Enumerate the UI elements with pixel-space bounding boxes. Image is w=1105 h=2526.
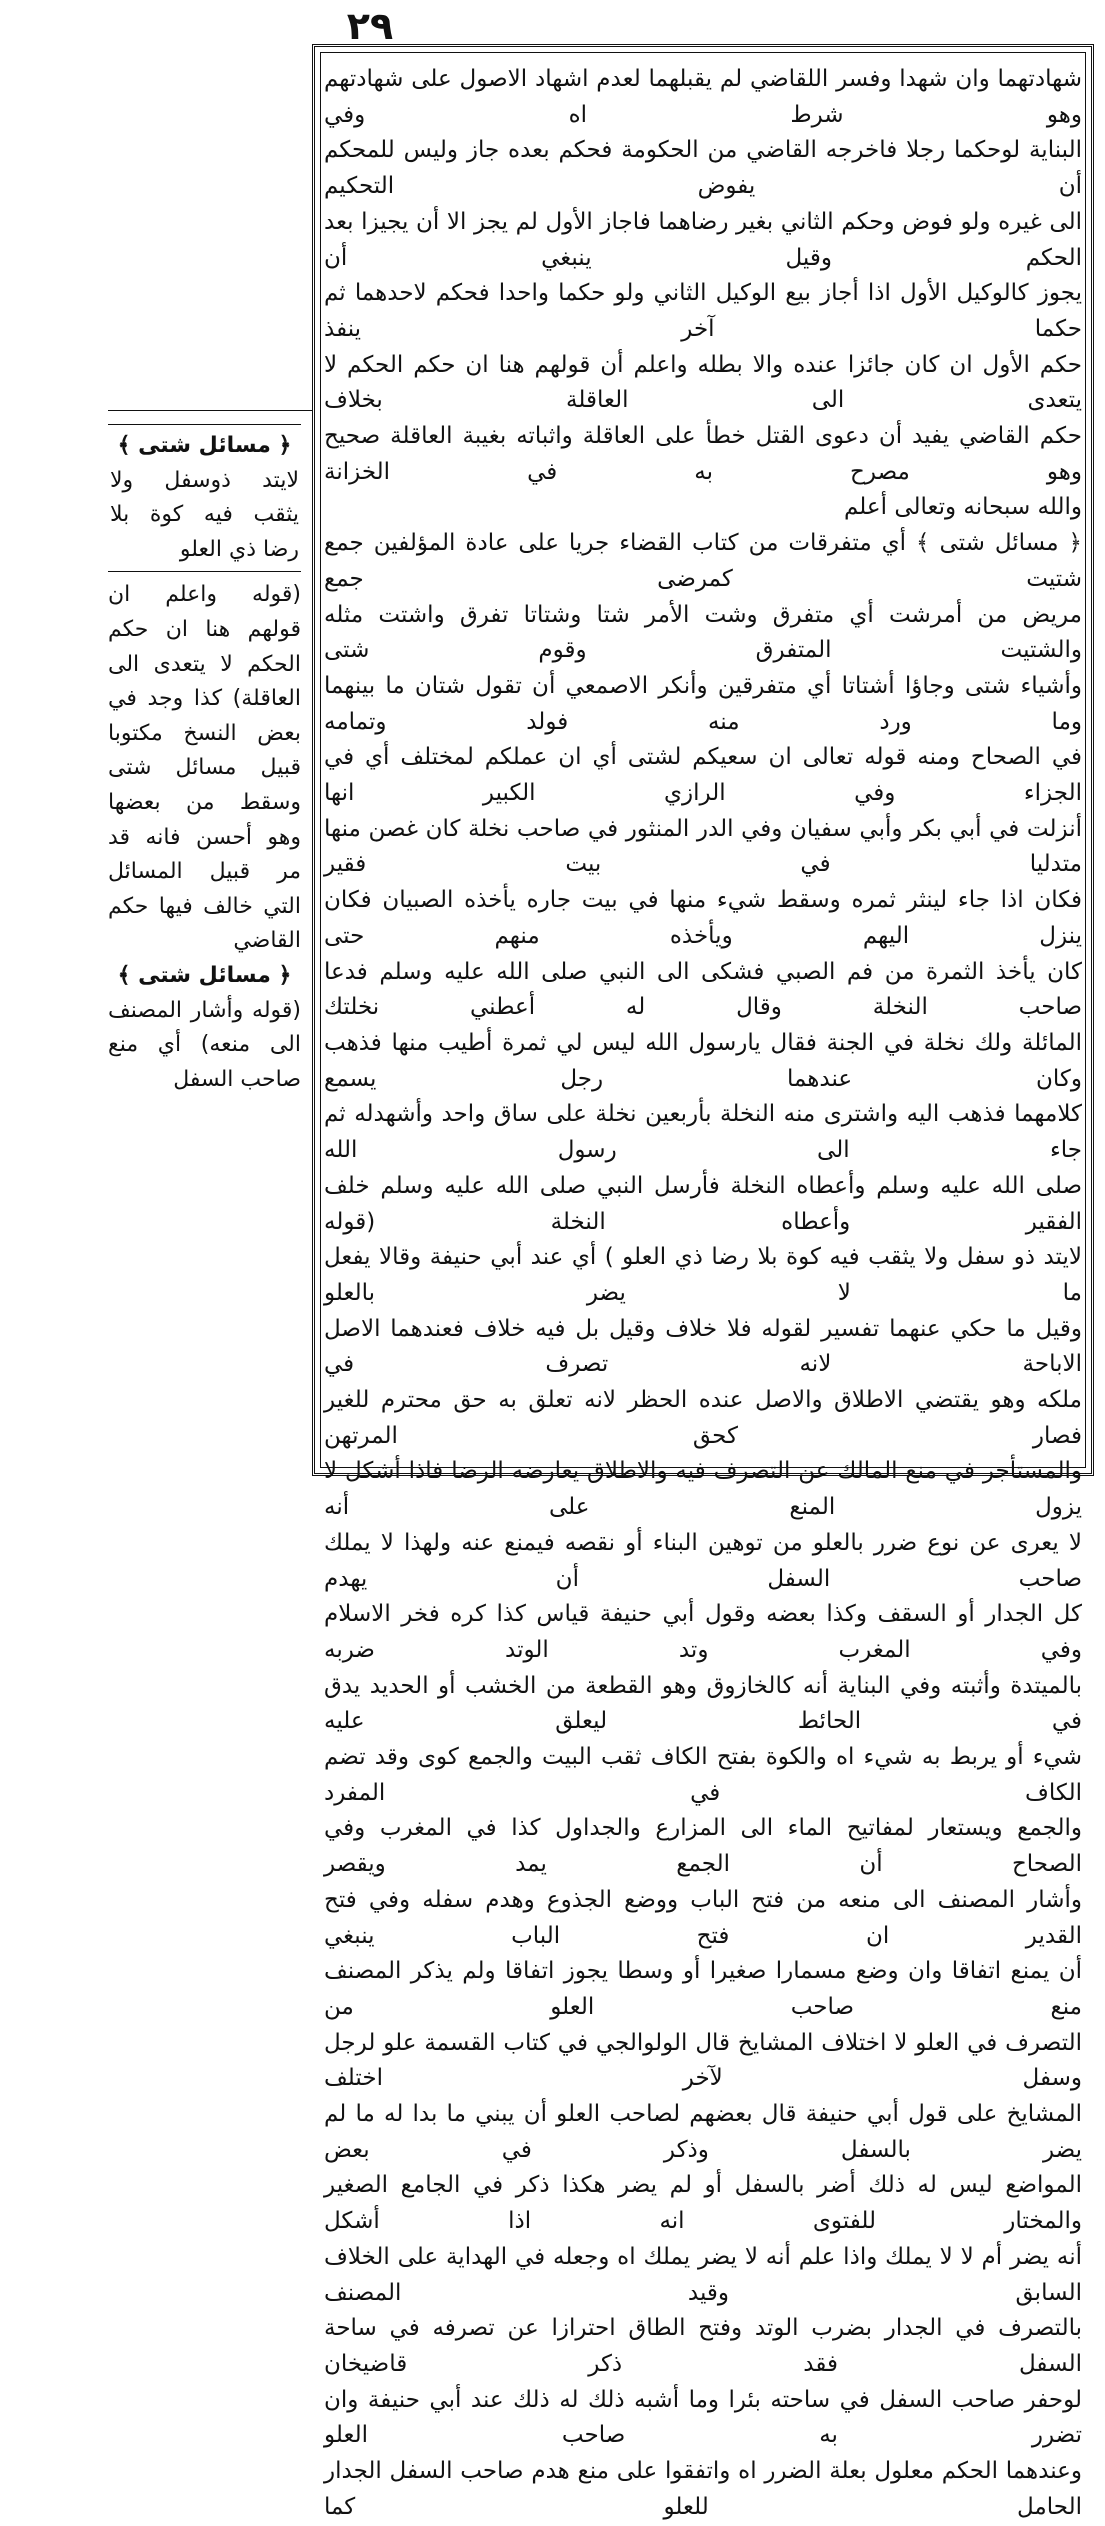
side-note: (قوله وأشار المصنف الى منعه) أي منع صاحب السفل — [108, 997, 301, 1092]
main-line: مريض من أمرشت أي متفرق وشت الأمر شتا وشتاتا تفرق واشتت مثله والشتيت المتفرق وقوم شتى — [324, 601, 1082, 664]
main-line: كان يأخذ الثمرة من فم الصبي فشكى الى النبي صلى الله عليه وسلم فدعا صاحب النخلة وقال له أعطني نخلتك — [324, 958, 1082, 1021]
main-line: والجمع ويستعار لمفاتيح الماء الى المزارع والجداول كذا في المغرب وفي الصحاح أن الجمع يمد ويقصر — [324, 1815, 1082, 1878]
main-line: لوحفر صاحب السفل في ساحته بئرا وما أشبه ذلك له ذلك عند أبي حنيفة وان تضرر به صاحب العلو — [324, 2386, 1082, 2449]
main-line: لايتد ذو سفل ولا يثقب فيه كوة بلا رضا ذي العلو ) أي عند أبي حنيفة وقالا يفعل ما لا يضر بالعلو — [324, 1244, 1082, 1306]
main-line: لا يعرى عن نوع ضرر بالعلو من توهين البناء أو نقصه فيمنع عنه ولهذا لا يملك صاحب السفل أن يهدم — [324, 1529, 1082, 1592]
page-number: ٢٩ — [346, 4, 394, 48]
main-text-body — [320, 62, 1086, 2520]
main-line: أن يمنع اتفاقا وان وضع مسمارا صغيرا أو وسطا يجوز اتفاقا ولم يذكر المصنف منع صاحب العلو من — [324, 1958, 1082, 2020]
main-line: وأشياء شتى وجاؤا أشتاتا أي متفرقين وأنكر الاصمعي أن تقول شتان ما بينهما وما ورد منه فولد وتمامه — [324, 672, 1082, 735]
main-line-section-heading: ﴿ مسائل شتى ﴾ أي متفرقات من كتاب القضاء جريا على عادة المؤلفين جمع شتيت كمرضى جمع — [324, 530, 1082, 592]
side-note: (قوله واعلم ان قولهم هنا ان حكم الحكم لا يتعدى الى العاقلة) كذا وجد في بعض النسخ مكتوبا قبيل مسائل شتى وسقط من بعضها وهو أحسن فانه قد مر قبيل المسائل التي خالف فيها حكم القاضي — [108, 582, 301, 954]
side-note: لايتد ذوسفل ولا يثقب فيه كوة بلا رضا ذي العلو — [110, 467, 299, 562]
main-line: شيء أو يربط به شيء اه والكوة بفتح الكاف ثقب البيت والجمع كوى وقد تضم الكاف في المفرد — [324, 1744, 1082, 1806]
main-line: وعندهما الحكم معلول بعلة الضرر اه واتفقوا على منع هدم صاحب السفل الجدار الحامل للعلو كما — [324, 2458, 1082, 2520]
main-line: المائلة ولك نخلة في الجنة فقال يارسول الله ليس لي ثمرة أطيب منها فذهب وكان عندهما رجل يسمع — [324, 1029, 1082, 1092]
side-heading: ﴿ مسائل شتى ﴾ — [117, 962, 292, 988]
main-line: صلى الله عليه وسلم وأعطاه النخلة فأرسل النبي صلى الله عليه وسلم خلف الفقير وأعطاه النخلة (قوله — [324, 1172, 1082, 1235]
main-line: بالتصرف في الجدار بضرب الوتد وفتح الطاق احترازا عن تصرفه في ساحة السفل فقد ذكر قاضيخان — [324, 2315, 1082, 2377]
side-column-top-rule — [108, 410, 312, 411]
main-line: ملكه وهو يقتضي الاطلاق والاصل عنده الحظر لانه تعلق به حق محترم للغير فصار كحق المرتهن — [324, 1387, 1082, 1449]
main-line: أنه يضر أم لا لا يملك واذا علم أنه لا يضر يملك اه وجعله في الهداية على الخلاف السابق وقيد المصنف — [324, 2243, 1082, 2306]
main-line: المشايخ على قول أبي حنيفة قال بعضهم لصاحب العلو أن يبني ما بدا له ما لم يضر بالسفل وذكر في بعض — [324, 2101, 1082, 2163]
main-line: المواضع ليس له ذلك أضر بالسفل أو لم يضر هكذا ذكر في الجامع الصغير والمختار للفتوى انه اذا أشكل — [324, 2172, 1082, 2235]
main-line: في الصحاح ومنه قوله تعالى ان سعيكم لشتى أي ان عملكم لمختلف أي في الجزاء وفي الرازي الكبير انها — [324, 744, 1082, 807]
main-line: والمستأجر في منع المالك عن التصرف فيه والاطلاق يعارضه الرضا فاذا أشكل لا يزول المنع على أنه — [324, 1458, 1082, 1521]
main-line: بالميتدة وأثبته وفي البناية أنه كالخازوق وهو القطعة من الخشب أو الحديد يدق في الحائط ليعلق عليه — [324, 1672, 1082, 1735]
main-line: وأشار المصنف الى منعه من فتح الباب ووضع الجذوع وهدم سفله وفي فتح القدير ان فتح الباب ينبغي — [324, 1886, 1082, 1949]
main-line: كل الجدار أو السقف وكذا بعضه وقول أبي حنيفة قياس كذا كره فخر الاسلام وفي المغرب وتد الوتد ضربه — [324, 1601, 1082, 1663]
side-heading: ﴿ مسائل شتى ﴾ — [117, 433, 292, 458]
main-line: الى غيره ولو فوض وحكم الثاني بغير رضاهما فاجاز الأول لم يجز الا أن يجيزا بعد الحكم وقيل ينبغي أن — [324, 208, 1082, 271]
main-line: فكان اذا جاء لينثر ثمره وسقط شيء منها في بيت جاره يأخذه الصبيان فكان ينزل اليهم ويأخذه منهم حتى — [324, 887, 1082, 949]
main-line: شهادتهما وان شهدا وفسر اللقاضي لم يقبلهما لعدم اشهاد الاصول على شهادتهم وهو شرط اه وفي — [324, 66, 1082, 128]
main-line: أنزلت في أبي بكر وأبي سفيان وفي الدر المنثور في صاحب نخلة كان غصن منها متدليا في بيت فقير — [324, 815, 1082, 878]
main-line: حكم القاضي يفيد أن دعوى القتل خطأ على العاقلة واثباته بغيبة العاقلة صحيح وهو مصرح به في الخزانة — [324, 423, 1082, 485]
side-column — [108, 424, 301, 1097]
main-line: يجوز كالوكيل الأول اذا أجاز بيع الوكيل الثاني ولو حكما واحدا فحكم لاحدهما ثم حكما آخر ينفذ — [324, 280, 1082, 342]
side-notes — [108, 424, 301, 1097]
main-line: حكم الأول ان كان جائزا عنده والا بطله واعلم أن قولهم هنا ان حكم الحكم لا يتعدى الى العاقلة بخلاف — [324, 351, 1082, 414]
main-line: كلامهما فذهب اليه واشترى منه النخلة بأربعين نخلة على ساق واحد وأشهدله ثم جاء الى رسول الله — [324, 1101, 1082, 1164]
main-line: التصرف في العلو لا اختلاف المشايخ قال الولوالجي في كتاب القسمة علو لرجل وسفل لآخر اختلف — [324, 2029, 1082, 2092]
side-box-heading — [108, 424, 301, 572]
main-line: وقيل ما حكي عنهما تفسير لقوله فلا خلاف وقيل بل فيه خلاف فعندهما الاصل الاباحة لانه تصرف في — [324, 1315, 1082, 1378]
main-line: البناية لوحكما رجلا فاخرجه القاضي من الحكومة فحكم بعده جاز وليس للمحكم أن يفوض التحكيم — [324, 137, 1082, 200]
main-line: والله سبحانه وتعالى أعلم — [843, 494, 1082, 521]
